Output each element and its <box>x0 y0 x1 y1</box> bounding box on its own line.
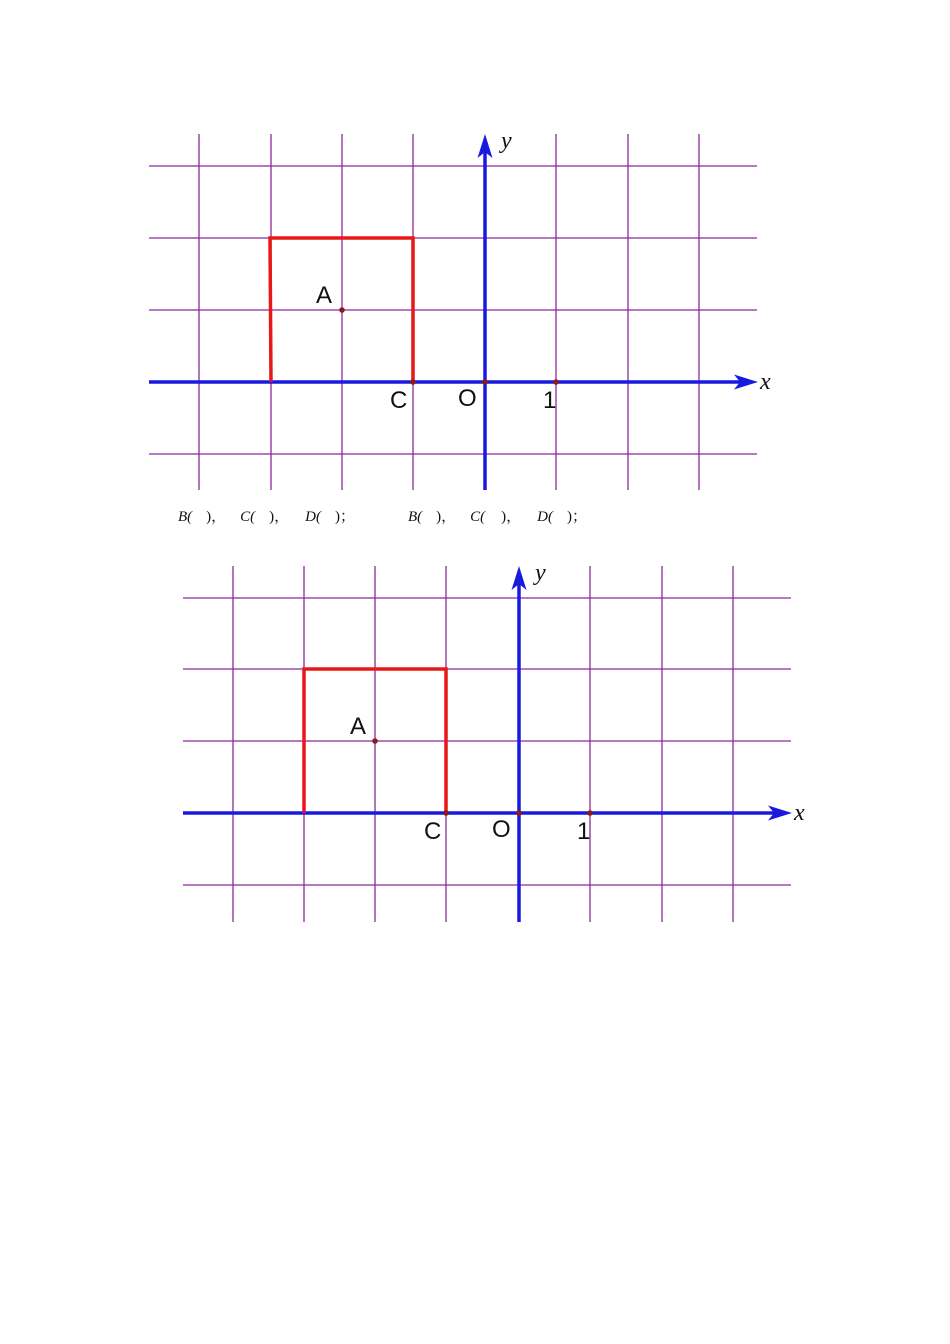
x-axis-label: x <box>760 369 771 395</box>
answer-close-b: )， <box>206 509 227 525</box>
label-a: A <box>316 282 333 309</box>
point-c <box>443 810 449 816</box>
answer-close-c: )， <box>501 509 522 525</box>
answer-b: B( <box>178 509 193 525</box>
points-1 <box>339 307 559 385</box>
point-unit <box>553 379 559 385</box>
axes-2 <box>183 566 792 922</box>
label-one: 1 <box>543 387 557 414</box>
point-c <box>410 379 416 385</box>
answer-b: B( <box>408 509 423 525</box>
answer-c: C( <box>240 509 256 525</box>
answer-close-b: )， <box>436 509 457 525</box>
label-c: C <box>390 387 408 414</box>
answer-line-right <box>408 505 587 526</box>
answer-d: D( <box>537 509 553 525</box>
x-axis-label: x <box>794 800 805 826</box>
answer-close-d: )； <box>567 509 587 525</box>
axes-1 <box>149 134 758 490</box>
grid-2 <box>183 566 791 922</box>
label-o: O <box>492 816 511 843</box>
points-2 <box>372 738 593 816</box>
coordinate-figure-2 <box>0 550 950 940</box>
point-a <box>339 307 345 313</box>
point-a <box>372 738 378 744</box>
grid-1 <box>149 134 757 490</box>
answer-close-d: )； <box>335 509 355 525</box>
label-c: C <box>424 818 442 845</box>
point-unit <box>587 810 593 816</box>
y-axis-label: y <box>501 128 512 154</box>
point-o <box>516 810 522 816</box>
answer-line-left <box>178 505 355 526</box>
label-a: A <box>350 713 367 740</box>
label-o: O <box>458 385 477 412</box>
answer-d: D( <box>305 509 321 525</box>
y-axis-label: y <box>535 560 546 586</box>
answer-close-c: )， <box>269 509 290 525</box>
label-one: 1 <box>577 818 591 845</box>
coordinate-figure-1 <box>0 0 950 500</box>
answer-c: C( <box>470 509 486 525</box>
point-o <box>482 379 488 385</box>
